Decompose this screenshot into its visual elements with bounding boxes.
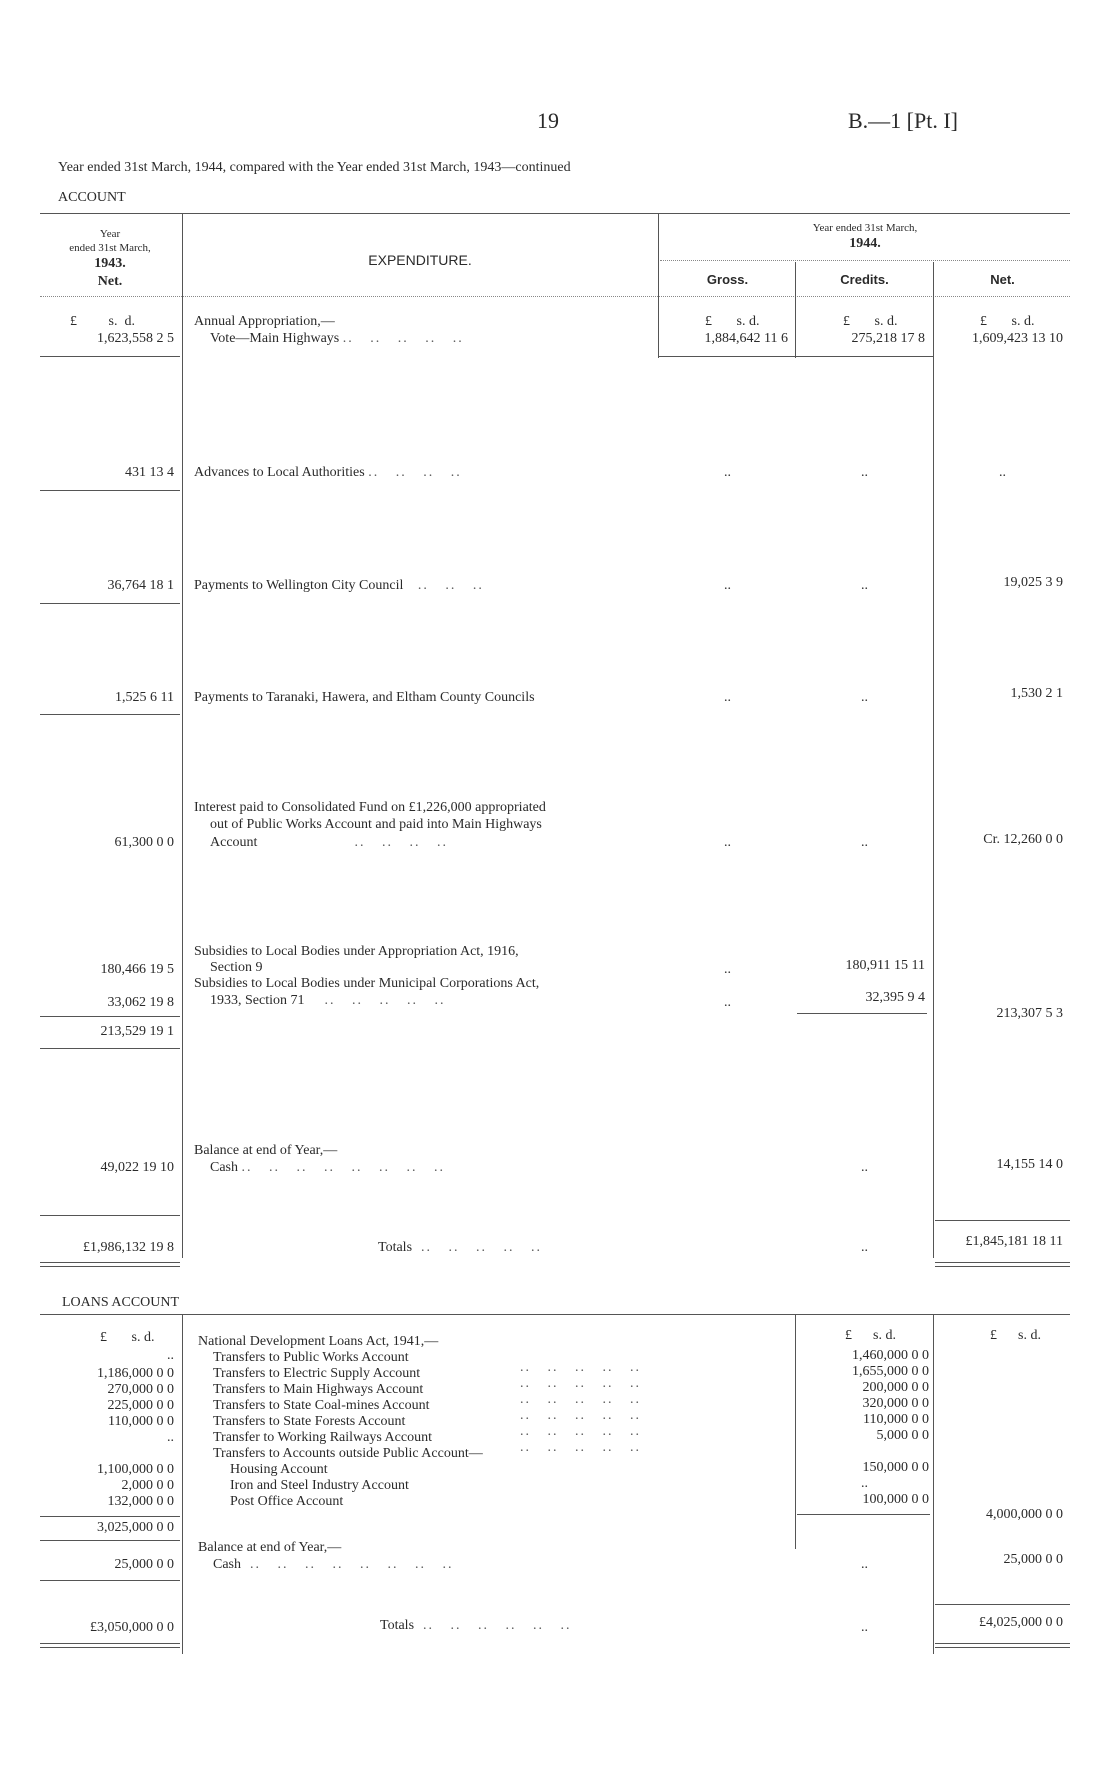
loans-rule xyxy=(40,1580,180,1581)
row-label: Annual Appropriation,— xyxy=(194,314,335,329)
loan-item-amount: 200,000 0 0 xyxy=(862,1380,929,1395)
loan-item-label: Post Office Account xyxy=(230,1494,344,1509)
totals-prev: £1,986,132 19 8 xyxy=(83,1240,174,1255)
table-row-credits: .. xyxy=(861,465,868,480)
table-row-credits: 180,911 15 11 xyxy=(845,958,925,973)
row-label: Subsidies to Local Bodies under Appropriation Act, 1916, xyxy=(194,944,519,959)
row-label: Cash .. .. .. .. .. .. .. .. xyxy=(210,1160,445,1175)
loan-item-amount: 1,460,000 0 0 xyxy=(852,1348,929,1363)
column-rule-net xyxy=(933,262,934,1258)
prev-year-header-2: ended 31st March, xyxy=(69,242,151,254)
loan-item-prev: .. xyxy=(167,1348,174,1363)
row-label: Interest paid to Consolidated Fund on £1,226,000 appropriated xyxy=(194,800,546,815)
table-row-credits: .. xyxy=(861,690,868,705)
loans-totals-rule xyxy=(40,1647,180,1648)
row-rule xyxy=(797,1013,927,1014)
table-row-credits: 32,395 9 4 xyxy=(865,990,925,1005)
loans-top-rule xyxy=(40,1314,1070,1315)
row-rule xyxy=(40,356,180,357)
row-rule xyxy=(658,356,933,357)
row-label: Section 9 xyxy=(210,960,263,975)
row-label: Balance at end of Year,— xyxy=(194,1143,338,1158)
column-rule-credits xyxy=(795,262,796,358)
table-row-prev: 33,062 19 8 xyxy=(107,995,174,1010)
row-label: Vote—Main Highways .. .. .. .. .. xyxy=(210,331,464,346)
totals-rule xyxy=(935,1266,1070,1267)
loans-column-rule-net xyxy=(933,1314,934,1654)
loans-rule xyxy=(40,1540,180,1541)
totals-credits: .. xyxy=(861,1240,868,1255)
loans-column-rule-prev xyxy=(182,1314,183,1654)
loans-rule xyxy=(935,1604,1070,1605)
row-label: Advances to Local Authorities .. .. .. .. xyxy=(194,465,462,480)
row-label: 1933, Section 71 .. .. .. .. .. xyxy=(210,993,446,1008)
table-row-prev: 431 13 4 xyxy=(125,465,174,480)
loans-balance-credits: .. xyxy=(861,1557,868,1572)
loan-item-label: Transfers to Electric Supply Account xyxy=(213,1366,421,1381)
loan-item-amount: 100,000 0 0 xyxy=(862,1492,929,1507)
loans-subtotal-prev: 3,025,000 0 0 xyxy=(97,1520,174,1535)
loans-heading: National Development Loans Act, 1941,— xyxy=(198,1334,439,1349)
column-rule-gross xyxy=(658,213,659,358)
loan-item-label: Transfer to Working Railways Account xyxy=(213,1430,432,1445)
loan-item-label: Transfers to Accounts outside Public Account— xyxy=(213,1446,483,1461)
loans-prev-currency: £ s. d. xyxy=(100,1330,155,1345)
loan-item-label: Transfers to State Forests Account xyxy=(213,1414,406,1429)
table-row-gross: .. xyxy=(724,465,731,480)
table-row-net: 1,609,423 13 10 xyxy=(972,331,1063,346)
loans-balance-cash: Cash .. .. .. .. .. .. .. .. xyxy=(213,1557,454,1572)
loans-section-title: LOANS ACCOUNT xyxy=(62,1295,180,1310)
row-rule xyxy=(40,490,180,491)
row-rule xyxy=(40,1215,180,1216)
table-row-gross: .. xyxy=(724,690,731,705)
table-row-credits: .. xyxy=(861,578,868,593)
table-row-net: Cr. 12,260 0 0 xyxy=(983,832,1063,847)
loan-leader-dots: .. .. .. .. .. .. .. .. .. .. .. .. .. .. .. .. .. .. .. .. .. .. .. .. .. .. .. .. .. .. xyxy=(520,1360,641,1455)
table-row-prev: 36,764 18 1 xyxy=(107,578,174,593)
subtotal-prev: 213,529 19 1 xyxy=(100,1024,174,1039)
gross-currency: £ s. d. xyxy=(705,314,760,329)
loans-net-currency: £ s. d. xyxy=(990,1328,1041,1343)
table-row-prev: 180,466 19 5 xyxy=(100,962,174,977)
credits-currency: £ s. d. xyxy=(843,314,898,329)
row-rule xyxy=(40,1016,180,1017)
loans-balance-label: Balance at end of Year,— xyxy=(198,1540,342,1555)
top-rule xyxy=(40,213,1070,214)
row-label: Subsidies to Local Bodies under Municipal Corporations Act, xyxy=(194,976,540,991)
prev-currency: £ s. d. xyxy=(70,314,135,329)
page-subtitle: Year ended 31st March, 1944, compared with the Year ended 31st March, 1943—continued xyxy=(58,160,571,175)
page-number: 19 xyxy=(537,108,559,133)
row-rule xyxy=(935,1220,1070,1221)
row-rule xyxy=(40,1048,180,1049)
loan-item-label: Transfers to Main Highways Account xyxy=(213,1382,424,1397)
table-row-gross: .. xyxy=(724,995,731,1010)
loan-item-amount: 110,000 0 0 xyxy=(863,1412,929,1427)
table-row-credits: .. xyxy=(861,835,868,850)
expenditure-header: EXPENDITURE. xyxy=(368,252,472,268)
table-row-net: .. xyxy=(999,465,1006,480)
loans-rule xyxy=(797,1514,930,1515)
table-row-gross: 1,884,642 11 6 xyxy=(704,331,788,346)
row-label: Payments to Wellington City Council .. .. .. xyxy=(194,578,484,593)
table-row-prev: 1,623,558 2 5 xyxy=(97,331,174,346)
loans-balance-prev: 25,000 0 0 xyxy=(114,1557,174,1572)
loan-item-prev: 132,000 0 0 xyxy=(107,1494,174,1509)
totals-label: Totals .. .. .. .. .. xyxy=(378,1240,543,1255)
totals-net: £1,845,181 18 11 xyxy=(965,1234,1063,1249)
header-bottom-rule xyxy=(40,296,1070,298)
prev-year-header-4: Net. xyxy=(97,274,123,289)
table-row-net: 19,025 3 9 xyxy=(1003,575,1063,590)
table-row-credits: .. xyxy=(861,1160,868,1175)
totals-rule xyxy=(40,1266,180,1267)
prev-year-header-3: 1943. xyxy=(94,256,126,271)
row-rule xyxy=(40,714,180,715)
loans-totals-net: £4,025,000 0 0 xyxy=(979,1615,1063,1630)
loan-item-amount: 1,655,000 0 0 xyxy=(852,1364,929,1379)
loan-item-amount: 320,000 0 0 xyxy=(862,1396,929,1411)
loan-item-amount: 5,000 0 0 xyxy=(876,1428,929,1443)
loans-column-rule-credits xyxy=(795,1314,796,1549)
prev-year-header-1: Year xyxy=(99,228,121,240)
table-row-prev: 49,022 19 10 xyxy=(100,1160,174,1175)
table-row-credits: 275,218 17 8 xyxy=(851,331,925,346)
table-row-prev: 1,525 6 11 xyxy=(115,690,174,705)
loan-item-prev: 2,000 0 0 xyxy=(121,1478,174,1493)
header-subrule xyxy=(660,260,1070,262)
totals-rule xyxy=(40,1262,180,1263)
table-row-gross: .. xyxy=(724,578,731,593)
table-row-gross: .. xyxy=(724,962,731,977)
credits-header: Credits. xyxy=(840,272,889,287)
table-row-net: 14,155 14 0 xyxy=(996,1157,1063,1172)
loan-item-amount: .. xyxy=(861,1476,868,1491)
loans-totals-prev: £3,050,000 0 0 xyxy=(90,1620,174,1635)
column-rule-prev xyxy=(182,213,183,1258)
loan-item-prev: 270,000 0 0 xyxy=(107,1382,174,1397)
loans-subtotal-net: 4,000,000 0 0 xyxy=(986,1507,1063,1522)
loan-item-prev: 1,186,000 0 0 xyxy=(97,1366,174,1381)
loan-item-amount: 150,000 0 0 xyxy=(862,1460,929,1475)
loan-item-label: Transfers to State Coal-mines Account xyxy=(213,1398,430,1413)
loan-item-prev: 1,100,000 0 0 xyxy=(97,1462,174,1477)
section-title: ACCOUNT xyxy=(58,190,126,205)
net-header: Net. xyxy=(990,272,1015,287)
loans-credits-currency: £ s. d. xyxy=(845,1328,896,1343)
row-label: Account .. .. .. .. xyxy=(210,835,448,850)
loan-item-prev: 110,000 0 0 xyxy=(108,1414,174,1429)
table-row-net: 1,530 2 1 xyxy=(1010,686,1063,701)
loans-rule xyxy=(40,1516,180,1517)
row-label: out of Public Works Account and paid into Main Highways xyxy=(210,817,542,832)
loan-item-label: Iron and Steel Industry Account xyxy=(230,1478,409,1493)
loan-item-prev: 225,000 0 0 xyxy=(107,1398,174,1413)
loan-item-label: Transfers to Public Works Account xyxy=(213,1350,409,1365)
loans-totals-rule xyxy=(935,1643,1070,1644)
current-year-header-1: Year ended 31st March, xyxy=(812,222,918,234)
document-reference: B.—1 [Pt. I] xyxy=(848,108,958,133)
loans-totals-label: Totals .. .. .. .. .. .. xyxy=(380,1618,572,1633)
loans-totals-rule xyxy=(40,1643,180,1644)
loan-item-prev: .. xyxy=(167,1430,174,1445)
row-rule xyxy=(40,603,180,604)
gross-header: Gross. xyxy=(706,272,749,287)
loans-totals-credits: .. xyxy=(861,1620,868,1635)
net-currency: £ s. d. xyxy=(980,314,1035,329)
loan-item-label: Housing Account xyxy=(230,1462,328,1477)
row-label: Payments to Taranaki, Hawera, and Eltham County Councils xyxy=(194,690,535,705)
loans-balance-net: 25,000 0 0 xyxy=(1003,1552,1063,1567)
current-year-header-2: 1944. xyxy=(849,236,881,251)
totals-rule xyxy=(935,1262,1070,1263)
subtotal-net: 213,307 5 3 xyxy=(996,1006,1063,1021)
table-row-gross: .. xyxy=(724,835,731,850)
loans-totals-rule xyxy=(935,1647,1070,1648)
table-row-prev: 61,300 0 0 xyxy=(114,835,174,850)
